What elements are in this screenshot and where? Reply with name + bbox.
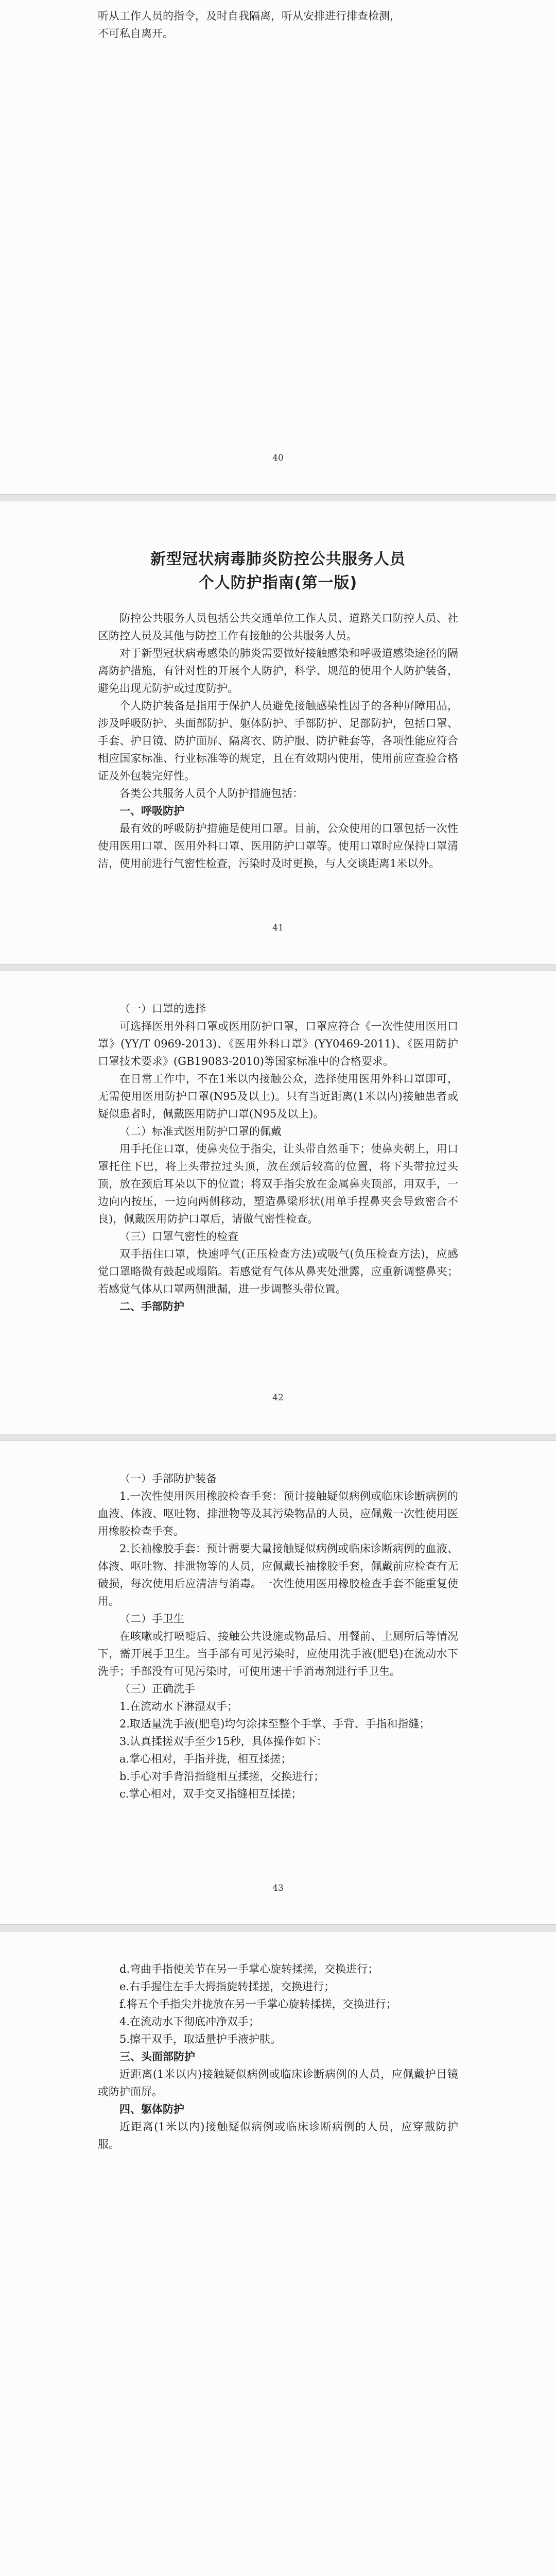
list-item: f.将五个手指尖并拢放在另一手掌心旋转揉搓，交换进行； (119, 1998, 397, 2010)
paragraph: 各类公共服务人员个人防护措施包括： (119, 787, 303, 800)
document-page-2 (0, 501, 556, 964)
section-heading: 四、躯体防护 (119, 2103, 184, 2115)
page-number: 43 (272, 1883, 284, 1893)
list-item: a.掌心相对，手指并拢，相互揉搓； (119, 1753, 292, 1765)
page-content (98, 1960, 458, 2153)
list-item: 4.在流动水下彻底冲净双手； (119, 2015, 260, 2028)
paragraph: 在日常工作中，不在1米以内接触公众，选择使用医用外科口罩即可，无需使用医用防护口罩(N95及以上)。只有当近距离(1米以内)接触患者或疑似患者时，佩戴医用防护口罩(N95及以上)。 (98, 1073, 458, 1120)
list-item: 5.擦干双手，取适量护手液护肤。 (119, 2033, 282, 2045)
paragraph: 最有效的呼吸防护措施是使用口罩。目前，公众使用的口罩包括一次性使用医用口罩、医用外科口罩、医用防护口罩等。使用口罩时应保持口罩清洁，使用前进行气密性检查，污染时及时更换，与人交谈距离1米以外。 (98, 822, 458, 870)
subsection-heading: （二）标准式医用防护口罩的佩戴 (119, 1125, 282, 1138)
continuation-line: 不可私自离开。 (98, 27, 173, 40)
paragraph: 防控公共服务人员包括公共交通单位工作人员、道路关口防控人员、社区防控人员及其他与防控工作有接触的公共服务人员。 (98, 612, 458, 642)
list-item: 1.在流动水下淋湿双手； (119, 1700, 238, 1713)
page-number: 42 (272, 1393, 284, 1403)
list-item: d.弯曲手指使关节在另一手掌心旋转揉搓，交换进行； (119, 1963, 379, 1975)
paragraph: 近距离(1米以内)接触疑似病例或临床诊断病例的人员，应佩戴护目镜或防护面屏。 (98, 2068, 458, 2098)
document-page-1 (0, 0, 556, 495)
page-content (98, 1000, 458, 1315)
paragraph: 双手捂住口罩，快速呼气(正压检查方法)或吸气(负压检查方法)，应感觉口罩略微有鼓起或塌陷。若感觉有气体从鼻夹处泄露，应重新调整鼻夹；若感觉气体从口罩两侧泄漏，进一步调整头带位置。 (98, 1248, 458, 1295)
page-number: 41 (272, 923, 284, 933)
paragraph: 可选择医用外科口罩或医用防护口罩，口罩应符合《一次性使用医用口罩》(YY/T 0969-2013)、《医用外科口罩》(YY0469-2011)、《医用防护口罩技术要求》(GB19083-2010)等国家标准中的合格要求。 (98, 1020, 458, 1067)
paragraph: 用手托住口罩，使鼻夹位于指尖，让头带自然垂下；使鼻夹朝上，用口罩托住下巴，将上头带拉过头顶，放在颈后较高的位置，将下头带拉过头顶，放在颈后耳朵以下的位置；将双手指尖放在金属鼻夹顶部，用双手，一边向内按压，一边向两侧移动，塑造鼻梁形状(用单手捏鼻夹会导致密合不良)，佩戴医用防护口罩后，请做气密性检查。 (98, 1143, 458, 1225)
list-item: 2.取适量洗手液(肥皂)均匀涂抹至整个手掌、手背、手指和指缝； (119, 1718, 430, 1730)
list-item: c.掌心相对，双手交叉指缝相互揉搓； (119, 1788, 302, 1800)
page-number: 40 (272, 453, 284, 463)
document-title (98, 548, 458, 595)
page-content (98, 548, 458, 872)
page-content (98, 7, 458, 42)
section-heading: 二、手部防护 (119, 1300, 184, 1313)
subsection-heading: （二）手卫生 (119, 1613, 184, 1625)
paragraph: 在咳嗽或打喷嚏后、接触公共设施或物品后、用餐前、上厕所后等情况下，需开展手卫生。当手部有可见污染时，应使用洗手液(肥皂)在流动水下洗手；手部没有可见污染时，可使用速干手消毒剂进行手卫生。 (98, 1630, 458, 1677)
paragraph: 近距离(1米以内)接触疑似病例或临床诊断病例的人员，应穿戴防护服。 (98, 2121, 458, 2150)
subsection-heading: （一）手部防护装备 (119, 1472, 217, 1485)
paragraph: 2.长袖橡胶手套：预计需要大量接触疑似病例或临床诊断病例的血液、体液、呕吐物、排泄物等的人员，应佩戴长袖橡胶手套，佩戴前应检查有无破损，每次使用后应清洁与消毒。一次性使用医用橡胶检查手套不能重复使用。 (98, 1543, 458, 1607)
document-page-4 (0, 1440, 556, 1925)
paragraph: 1.一次性使用医用橡胶检查手套：预计接触疑似病例或临床诊断病例的血液、体液、呕吐物、排泄物等及其污染物品的人员，应佩戴一次性使用医用橡胶检查手套。 (98, 1490, 458, 1537)
subsection-heading: （三）正确洗手 (119, 1683, 195, 1695)
document-title-line: 新型冠状病毒肺炎防控公共服务人员 (150, 550, 406, 568)
document-page-3 (0, 971, 556, 1434)
section-heading: 三、头面部防护 (119, 2050, 195, 2063)
continuation-line: 听从工作人员的指令，及时自我隔离，听从安排进行排查检测， (98, 10, 401, 22)
subsection-heading: （一）口罩的选择 (119, 1003, 206, 1015)
document-title-line: 个人防护指南(第一版) (198, 574, 358, 592)
paragraph: 对于新型冠状病毒感染的肺炎需要做好接触感染和呼吸道感染途径的隔离防护措施，有针对性的开展个人防护，科学、规范的使用个人防护装备，避免出现无防护或过度防护。 (98, 647, 458, 694)
page-content (98, 1470, 458, 1803)
section-heading: 一、呼吸防护 (119, 805, 184, 817)
list-item: 3.认真揉搓双手至少15秒，具体操作如下： (119, 1735, 327, 1748)
paragraph: 个人防护装备是指用于保护人员避免接触感染性因子的各种屏障用品，涉及呼吸防护、头面部防护、躯体防护、手部防护、足部防护，包括口罩、手套、护目镜、防护面屏、隔离衣、防护服、防护鞋套等，各项性能应符合相应国家标准、行业标准等的规定，且在有效期内使用，使用前应查验合格证及外包装完好性。 (98, 700, 458, 782)
list-item: b.手心对手背沿指缝相互揉搓，交换进行； (119, 1770, 325, 1783)
document-page-5 (0, 1931, 556, 2576)
subsection-heading: （三）口罩气密性的检查 (119, 1230, 238, 1243)
list-item: e.右手握住左手大拇指旋转揉搓，交换进行； (119, 1980, 335, 1993)
